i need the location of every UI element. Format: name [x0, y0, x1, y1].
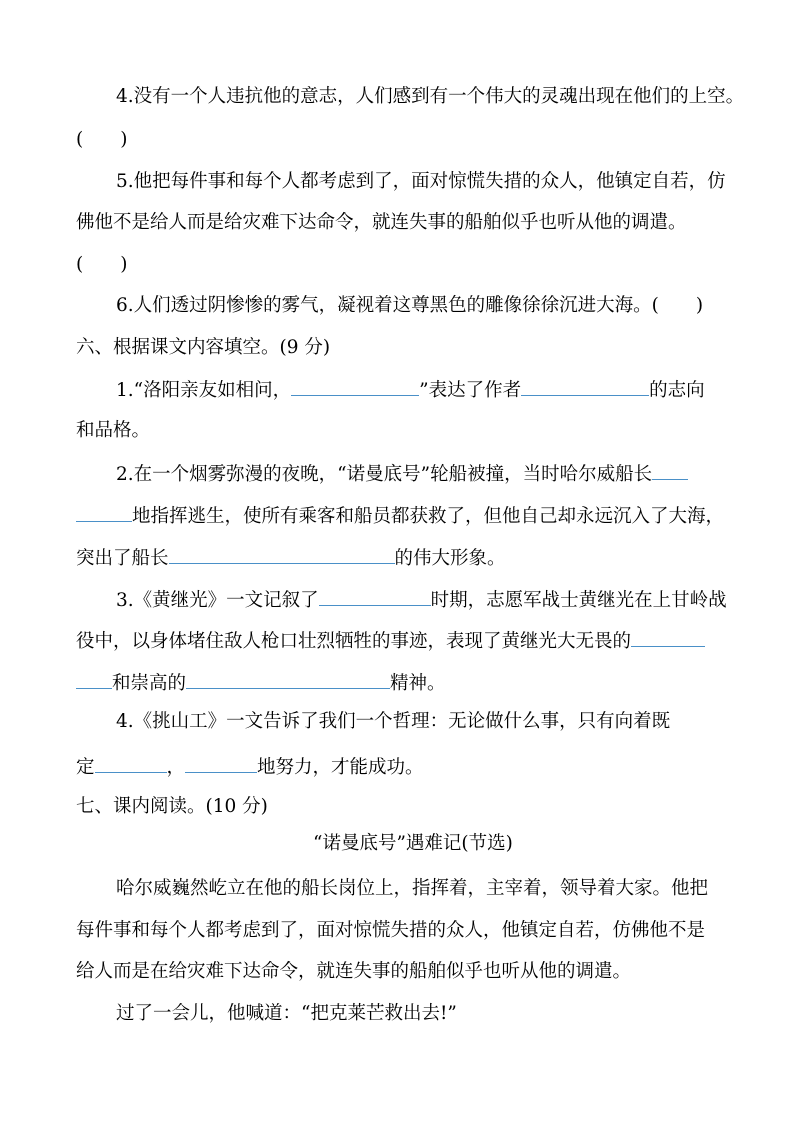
answer-blank[interactable]	[95, 754, 167, 773]
answer-blank[interactable]	[169, 545, 395, 564]
question-text: 4.没有一个人违抗他的意志，人们感到有一个伟大的灵魂出现在他们的上空。	[116, 86, 745, 107]
question-6-3: 3.《黄继光》一文记叙了 时期，志愿军战士黄继光在上甘岭战	[116, 587, 727, 613]
answer-blank[interactable]	[185, 754, 257, 773]
answer-blank[interactable]	[521, 377, 649, 396]
answer-blank[interactable]	[76, 670, 112, 689]
section-7-heading: 七、课内阅读。(10 分)	[76, 796, 268, 817]
answer-blank[interactable]	[652, 461, 688, 480]
section-6-heading: 六、根据课文内容填空。(9 分)	[76, 337, 331, 358]
question-text: 5.他把每件事和每个人都考虑到了，面对惊慌失措的众人，他镇定自若，仿	[116, 171, 726, 192]
question-text: 佛他不是给人而是给灾难下达命令，就连失事的船舶似乎也听从他的调遣。	[76, 212, 687, 233]
answer-paren[interactable]: ( )	[76, 254, 128, 275]
answer-blank[interactable]	[291, 377, 419, 396]
question-6-3-cont: 役中，以身体堵住敌人枪口壮烈牺牲的事迹，表现了黄继光大无畏的	[76, 628, 705, 654]
question-6-2-cont: 突出了船长 的伟大形象。	[76, 545, 506, 571]
question-6-4-cont: 定 ， 地努力，才能成功。	[76, 754, 424, 780]
answer-blank[interactable]	[631, 628, 705, 647]
answer-blank[interactable]	[76, 503, 132, 522]
question-6-1: 1.“洛阳亲友如相问， ”表达了作者 的志向	[116, 377, 705, 403]
answer-blank[interactable]	[319, 587, 431, 606]
passage-paragraph: 过了一会儿，他喊道：“把克莱芒救出去!”	[116, 1003, 457, 1024]
question-6-2: 2.在一个烟雾弥漫的夜晚，“诺曼底号”轮船被撞，当时哈尔威船长	[116, 461, 688, 487]
question-6-4: 4.《挑山工》一文告诉了我们一个哲理：无论做什么事，只有向着既	[116, 711, 671, 732]
passage-title: “诺曼底号”遇难记(节选)	[313, 833, 513, 854]
question-6-1-cont: 和品格。	[76, 420, 151, 441]
answer-blank[interactable]	[186, 670, 390, 689]
question-5-6: 6.人们透过阴惨惨的雾气，凝视着这尊黑色的雕像徐徐沉进大海。( )	[116, 295, 704, 316]
question-6-2-cont: 地指挥逃生，使所有乘客和船员都获救了，但他自己却永远沉入了大海，	[76, 503, 724, 529]
answer-paren[interactable]: ( )	[76, 129, 128, 150]
question-6-3-cont: 和崇高的 精神。	[76, 670, 446, 696]
